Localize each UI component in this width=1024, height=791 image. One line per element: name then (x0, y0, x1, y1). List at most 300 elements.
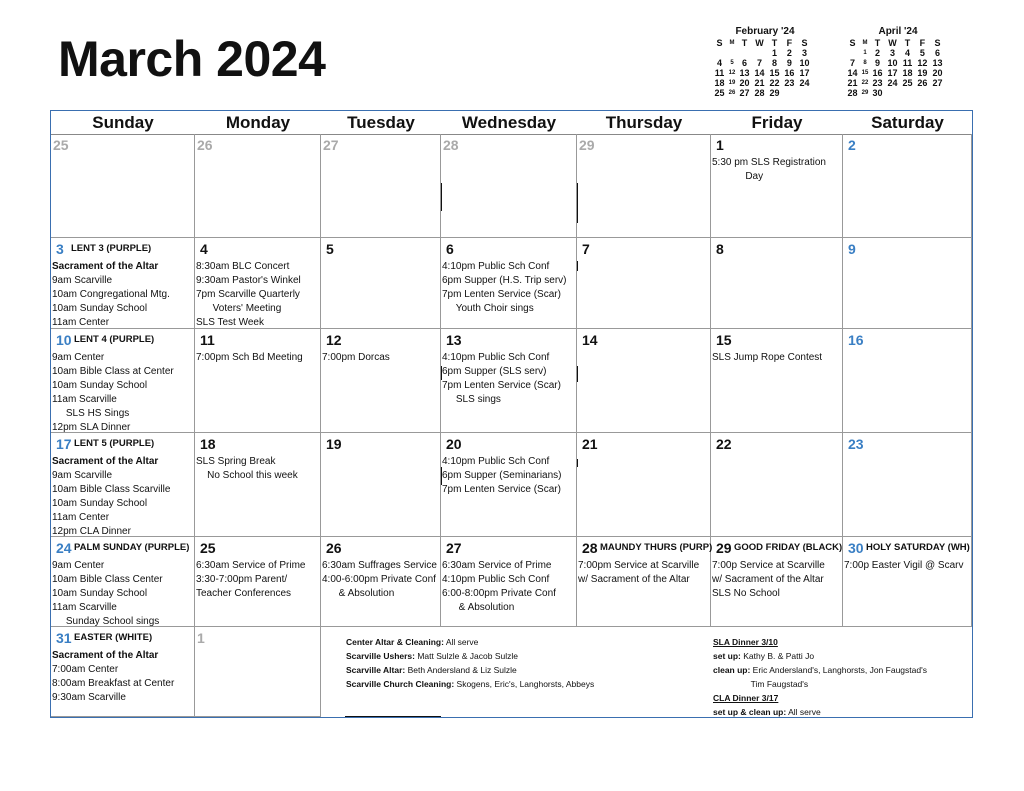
event-item: 11am Scarville (52, 602, 117, 613)
mini-calendar-day[interactable]: 30 (872, 88, 883, 98)
mini-calendar-day[interactable]: 21 (754, 78, 765, 88)
event-item: 6:00-8:00pm Private Conf (442, 588, 556, 599)
day-number: 1 (197, 630, 205, 646)
day-number: 31 (56, 630, 72, 646)
event-item: 4:00-6:00pm Private Conf (322, 574, 436, 585)
mini-calendar-day[interactable] (782, 88, 797, 98)
event-item: 4:10pm Public Sch Conf (442, 352, 550, 363)
mini-calendar-day[interactable]: 18 (714, 78, 725, 88)
day-cell[interactable] (711, 433, 843, 537)
mini-calendar-day[interactable]: 25 (902, 78, 913, 88)
event-item: 10am Sunday School (52, 303, 148, 314)
event-item: 9am Center (52, 560, 105, 571)
event-item: Sunday School sings (52, 616, 160, 627)
mini-calendar-weekday: S (849, 38, 856, 48)
liturgical-day-label: LENT 5 (PURPLE) (74, 438, 155, 449)
mini-calendar-day[interactable]: 5 (730, 60, 734, 66)
divider-line (345, 716, 441, 717)
day-cell[interactable] (441, 329, 577, 433)
mini-calendar-day[interactable]: 7 (756, 58, 762, 68)
event-item: 7:00p Service at Scarville (712, 560, 825, 571)
mini-calendar-day[interactable]: 23 (872, 78, 883, 88)
event-item: 6:30am Service of Prime (442, 560, 552, 571)
day-number: 1 (716, 137, 724, 153)
mini-calendar-day[interactable]: 8 (863, 60, 867, 66)
day-cell[interactable] (195, 433, 321, 537)
event-item: 6pm Supper (Seminarians) (442, 470, 562, 481)
weekday-header-saturday: Saturday (871, 113, 944, 132)
day-number: 13 (446, 332, 462, 348)
mini-calendar-day[interactable]: 11 (902, 58, 913, 68)
event-list (52, 351, 174, 435)
note-line (346, 663, 594, 677)
day-number: 17 (56, 436, 72, 452)
day-number: 19 (326, 436, 342, 452)
event-item: 6:30am Service of Prime (196, 560, 306, 571)
day-cell[interactable] (321, 433, 441, 537)
mini-calendar-day[interactable] (915, 88, 930, 98)
liturgical-day-label: MAUNDY THURS (PURP) (600, 542, 713, 553)
event-list (712, 559, 825, 601)
event-item: 7:00pm Sch Bd Meeting (196, 352, 303, 363)
day-number: 9 (848, 241, 856, 257)
day-number: 14 (582, 332, 598, 348)
note-text: Beth Andersland & Liz Sulzle (405, 665, 517, 675)
mini-calendar-day[interactable]: 2 (786, 48, 792, 58)
event-list (322, 351, 390, 365)
event-item: No School this week (196, 470, 298, 481)
day-number: 28 (443, 137, 459, 153)
event-list (196, 260, 301, 330)
day-cell[interactable] (577, 433, 711, 537)
day-number: 3 (56, 241, 64, 257)
event-item: 7:00am Center (52, 664, 119, 675)
event-item: 11am Center (52, 512, 110, 523)
event-item: Sacrament of the Altar (52, 650, 159, 661)
divider-line (441, 467, 442, 485)
event-item: Sacrament of the Altar (52, 456, 159, 467)
event-item: 7:00pm Service at Scarville (578, 560, 700, 571)
day-cell[interactable] (577, 134, 711, 238)
note-text: Matt Sulzle & Jacob Sulzle (414, 651, 518, 661)
mini-calendar-day[interactable]: 17 (887, 68, 898, 78)
note-text: All serve (443, 637, 479, 647)
event-list (52, 260, 170, 330)
mini-calendar-february (712, 26, 812, 98)
event-item: SLS Test Week (196, 317, 264, 328)
day-number: 6 (446, 241, 454, 257)
mini-calendar-title: February '24 (735, 26, 795, 37)
note-label: set up & clean up: (713, 707, 787, 717)
day-cell[interactable] (843, 238, 972, 329)
note-label: Scarville Church Cleaning: (346, 679, 455, 689)
note-label: Scarville Altar: (346, 665, 406, 675)
day-cell[interactable] (51, 537, 195, 627)
day-cell[interactable] (321, 238, 441, 329)
day-number: 29 (579, 137, 595, 153)
day-number: 24 (56, 540, 72, 556)
mini-calendar-day[interactable] (845, 48, 860, 58)
event-item: 4:10pm Public Sch Conf (442, 261, 550, 272)
day-number: 5 (326, 241, 334, 257)
divider-line (577, 459, 578, 467)
mini-calendar-day[interactable]: 29 (769, 88, 780, 98)
note-text: Eric Andersland's, Langhorsts, Jon Faugstad's (750, 665, 927, 675)
event-list (442, 559, 556, 615)
day-cell[interactable] (441, 238, 577, 329)
mini-calendar-day[interactable]: 14 (754, 68, 765, 78)
event-list (52, 455, 170, 539)
event-item: 11am Scarville (52, 394, 117, 405)
assignment-notes-right (713, 635, 927, 719)
day-number: 12 (326, 332, 342, 348)
day-cell[interactable] (711, 238, 843, 329)
day-cell[interactable] (711, 537, 843, 627)
mini-calendar-weekday: M (729, 40, 735, 46)
mini-calendar-day[interactable]: 3 (801, 48, 807, 58)
mini-calendar-day[interactable]: 19 (728, 80, 736, 86)
mini-calendar-day[interactable]: 8 (771, 58, 777, 68)
day-cell[interactable] (441, 433, 577, 537)
day-number: 11 (200, 332, 215, 348)
mini-calendar-day[interactable]: 2 (874, 48, 880, 58)
event-item: SLS Spring Break (196, 456, 276, 467)
mini-calendar-day[interactable]: 9 (786, 58, 792, 68)
day-number: 8 (716, 241, 724, 257)
event-item: 4:10pm Public Sch Conf (442, 574, 550, 585)
mini-calendar-day[interactable]: 12 (917, 58, 928, 68)
mini-calendar-day[interactable]: 15 (769, 68, 780, 78)
mini-calendar-weekday: S (716, 38, 723, 48)
note-line (713, 705, 927, 719)
note-text: All serve (786, 707, 821, 717)
liturgical-day-label: HOLY SATURDAY (WH) (866, 542, 970, 553)
divider-line (441, 183, 442, 211)
day-number: 16 (848, 332, 864, 348)
note-label: clean up: (713, 665, 751, 675)
mini-calendar-day[interactable] (900, 88, 915, 98)
note-line (713, 649, 927, 663)
day-number: 15 (716, 332, 732, 348)
event-item: 12pm CLA Dinner (52, 526, 131, 537)
note-text: Tim Faugstad's (713, 679, 809, 689)
day-number: 27 (446, 540, 462, 556)
mini-calendar-weekday: F (919, 38, 926, 48)
mini-calendar-day[interactable]: 20 (739, 78, 750, 88)
divider-line (577, 183, 578, 223)
event-item: Sacrament of the Altar (52, 261, 159, 272)
mini-calendar-table (845, 38, 945, 98)
day-cell[interactable] (51, 238, 195, 329)
weekday-header-monday: Monday (225, 113, 291, 132)
day-cell[interactable] (195, 537, 321, 627)
mini-calendar-day[interactable]: 24 (887, 78, 898, 88)
mini-calendar-weekday: S (934, 38, 941, 48)
event-item: SLS sings (442, 394, 501, 405)
event-item: 7pm Lenten Service (Scar) (442, 289, 561, 300)
mini-calendar-day[interactable]: 1 (771, 48, 777, 58)
day-cell[interactable] (577, 238, 711, 329)
day-cell[interactable] (711, 134, 843, 238)
mini-calendar-day[interactable]: 26 (728, 90, 736, 96)
event-item: 9am Scarville (52, 275, 113, 286)
note-line (346, 635, 594, 649)
day-cell[interactable] (843, 537, 972, 627)
event-list (196, 455, 298, 483)
event-item: 10am Congregational Mtg. (52, 289, 170, 300)
day-cell[interactable] (577, 537, 711, 627)
event-item: 9:30am Scarville (52, 692, 126, 703)
event-item: Teacher Conferences (196, 588, 292, 599)
liturgical-day-label: LENT 4 (PURPLE) (74, 334, 155, 345)
mini-calendar-day[interactable]: 11 (714, 68, 725, 78)
liturgical-day-label: GOOD FRIDAY (BLACK) (734, 542, 843, 553)
mini-calendar-day[interactable]: 10 (799, 58, 810, 68)
event-list (196, 559, 306, 601)
mini-calendar-table (712, 38, 812, 98)
event-list (52, 649, 174, 705)
mini-calendar-day[interactable]: 21 (847, 78, 858, 88)
note-line (713, 663, 927, 677)
day-cell[interactable] (195, 329, 321, 433)
day-cell[interactable] (195, 238, 321, 329)
divider-line (577, 366, 578, 382)
mini-calendar-weekday: M (862, 40, 868, 46)
note-line (346, 677, 594, 691)
event-item: Youth Choir sings (442, 303, 534, 314)
event-item: 10am Sunday School (52, 588, 148, 599)
note-line (713, 635, 927, 649)
mini-calendar-weekday: W (888, 38, 897, 48)
liturgical-day-label: LENT 3 (PURPLE) (71, 243, 152, 254)
day-cell[interactable] (441, 134, 577, 238)
weekday-header-thursday: Thursday (605, 113, 683, 132)
mini-calendar-day[interactable]: 14 (847, 68, 858, 78)
mini-calendar-day[interactable]: 6 (741, 58, 747, 68)
mini-calendar-day[interactable]: 22 (769, 78, 780, 88)
mini-calendar-day[interactable]: 1 (863, 50, 867, 56)
assignment-notes-left (346, 635, 594, 691)
mini-calendar-day[interactable]: 16 (872, 68, 883, 78)
mini-calendar-day[interactable]: 22 (861, 80, 869, 86)
mini-calendar-day[interactable]: 18 (902, 68, 913, 78)
mini-calendar-weekday: T (874, 38, 881, 48)
event-item: 11am Center (52, 317, 110, 328)
mini-calendar-april (845, 26, 945, 98)
event-item: 5:30 pm SLS Registration (712, 157, 826, 168)
mini-calendar-weekday: T (771, 38, 778, 48)
mini-calendar-day[interactable]: 19 (917, 68, 928, 78)
event-item: 7pm Lenten Service (Scar) (442, 380, 561, 391)
mini-calendar-day[interactable]: 20 (932, 68, 943, 78)
weekday-header-row (51, 111, 972, 135)
event-list (322, 559, 437, 601)
day-cell[interactable] (321, 329, 441, 433)
day-number: 21 (582, 436, 598, 452)
day-number: 20 (446, 436, 462, 452)
note-label: SLA Dinner 3/10 (713, 637, 778, 647)
mini-calendar-day[interactable]: 25 (714, 88, 725, 98)
event-item: 12pm SLA Dinner (52, 422, 131, 433)
mini-calendar-weekday: S (801, 38, 808, 48)
mini-calendar-title: April '24 (878, 26, 918, 37)
event-item: 9:30am Pastor's Winkel (196, 275, 301, 286)
day-cell[interactable] (51, 329, 195, 433)
event-item: 10am Sunday School (52, 380, 148, 391)
day-number: 26 (326, 540, 342, 556)
mini-calendar-day[interactable]: 17 (799, 68, 810, 78)
note-label: Center Altar & Cleaning: (346, 637, 444, 647)
mini-calendar-day[interactable]: 12 (728, 70, 736, 76)
note-text: Skogens, Eric's, Langhorsts, Abbeys (454, 679, 595, 689)
event-item: 9am Center (52, 352, 105, 363)
note-line (713, 677, 927, 691)
mini-calendar-weekday: W (755, 38, 764, 48)
event-item: SLS No School (712, 588, 780, 599)
mini-calendar-day[interactable]: 4 (716, 58, 722, 68)
event-item: 10am Bible Class Scarville (52, 484, 171, 495)
mini-calendar-day[interactable]: 7 (849, 58, 855, 68)
mini-calendar-weekday: F (786, 38, 793, 48)
mini-calendar-day[interactable] (727, 48, 737, 58)
mini-calendar-day[interactable]: 10 (887, 58, 898, 68)
day-cell[interactable] (195, 627, 321, 717)
day-number: 18 (200, 436, 216, 452)
event-item: 7pm Lenten Service (Scar) (442, 484, 561, 495)
day-number: 7 (582, 241, 590, 257)
event-item: 6pm Supper (H.S. Trip serv) (442, 275, 567, 286)
event-item: Voters' Meeting (196, 303, 282, 314)
day-number: 10 (56, 332, 72, 348)
event-item: 7:00pm Dorcas (322, 352, 390, 363)
event-item: 8:30am BLC Concert (196, 261, 290, 272)
day-number: 25 (53, 137, 69, 153)
divider-line (441, 366, 442, 380)
event-list (442, 351, 561, 407)
day-cell[interactable] (51, 134, 195, 238)
day-cell[interactable] (51, 627, 195, 717)
mini-calendar-day[interactable]: 28 (847, 88, 858, 98)
mini-calendar-day[interactable]: 29 (861, 90, 869, 96)
day-number: 4 (200, 241, 208, 257)
event-item: 3:30-7:00pm Parent/ (196, 574, 288, 585)
event-list (442, 260, 566, 316)
weekday-header-friday: Friday (751, 113, 803, 132)
event-item: 4:10pm Public Sch Conf (442, 456, 550, 467)
note-label: set up: (713, 651, 741, 661)
mini-calendar-day[interactable] (797, 88, 812, 98)
note-label: CLA Dinner 3/17 (713, 693, 779, 703)
day-cell[interactable] (577, 329, 711, 433)
event-list (196, 351, 303, 365)
mini-calendar-day[interactable] (752, 48, 767, 58)
day-number: 27 (323, 137, 339, 153)
divider-line (577, 261, 578, 271)
mini-calendar-day[interactable]: 16 (784, 68, 795, 78)
day-cell[interactable] (441, 537, 577, 627)
event-item: w/ Sacrament of the Altar (578, 574, 690, 585)
event-list (578, 559, 699, 587)
calendar-grid (50, 110, 973, 718)
mini-calendar-day[interactable]: 27 (739, 88, 750, 98)
event-item: 7pm Scarville Quarterly (196, 289, 300, 300)
event-item: Day (712, 171, 764, 182)
day-number: 23 (848, 436, 864, 452)
day-cell[interactable] (51, 433, 195, 537)
mini-calendar-day[interactable]: 27 (932, 78, 943, 88)
day-cell[interactable] (843, 433, 972, 537)
liturgical-day-label: EASTER (WHITE) (74, 632, 153, 643)
event-item: 8:00am Breakfast at Center (52, 678, 175, 689)
mini-calendar-day[interactable]: 13 (739, 68, 750, 78)
event-item: SLS HS Sings (52, 408, 130, 419)
weekday-header-wednesday: Wednesday (461, 113, 557, 132)
event-item: 10am Bible Class Center (52, 574, 163, 585)
day-cell[interactable] (843, 329, 972, 433)
event-item: & Absolution (322, 588, 395, 599)
mini-calendar-day[interactable]: 15 (861, 70, 869, 76)
day-number: 22 (716, 436, 732, 452)
event-item: 6:30am Suffrages Service (322, 560, 437, 571)
event-item: 6pm Supper (SLS serv) (442, 366, 547, 377)
note-text: Kathy B. & Patti Jo (740, 651, 815, 661)
liturgical-day-label: PALM SUNDAY (PURPLE) (74, 542, 190, 553)
mini-calendar-day[interactable]: 9 (874, 58, 880, 68)
day-cell[interactable] (321, 537, 441, 627)
event-item: w/ Sacrament of the Altar (712, 574, 824, 585)
mini-calendar-day[interactable] (885, 88, 900, 98)
mini-calendar-day[interactable]: 6 (934, 48, 940, 58)
mini-calendar-day[interactable]: 23 (784, 78, 795, 88)
event-list (712, 156, 826, 184)
day-number: 30 (848, 540, 864, 556)
event-list (712, 351, 822, 365)
day-number: 25 (200, 540, 216, 556)
day-number: 26 (197, 137, 213, 153)
day-cell[interactable] (711, 329, 843, 433)
event-item: 7:00p Easter Vigil @ Scarv (844, 560, 964, 571)
mini-calendar-day[interactable]: 24 (799, 78, 810, 88)
note-line (346, 649, 594, 663)
day-number: 2 (848, 137, 856, 153)
event-item: & Absolution (442, 602, 515, 613)
mini-calendar-day[interactable]: 3 (889, 48, 895, 58)
event-item: 10am Sunday School (52, 498, 148, 509)
note-label: Scarville Ushers: (346, 651, 415, 661)
mini-calendar-day[interactable]: 28 (754, 88, 765, 98)
day-cell[interactable] (843, 134, 972, 238)
mini-calendar-day[interactable]: 4 (904, 48, 910, 58)
mini-calendar-weekday: T (904, 38, 911, 48)
day-cell[interactable] (195, 134, 321, 238)
weekday-header-tuesday: Tuesday (347, 113, 415, 132)
mini-calendar-day[interactable] (737, 48, 752, 58)
day-number: 28 (582, 540, 598, 556)
page-title: March 2024 (58, 31, 326, 87)
event-list (844, 559, 963, 573)
mini-calendar-day[interactable]: 26 (917, 78, 928, 88)
weekday-header-sunday: Sunday (92, 113, 154, 132)
mini-calendar-day[interactable]: 5 (919, 48, 925, 58)
mini-calendar-day[interactable] (712, 48, 727, 58)
day-cell[interactable] (321, 134, 441, 238)
event-item: SLS Jump Rope Contest (712, 352, 823, 363)
event-list (442, 455, 562, 497)
mini-calendar-day[interactable] (930, 88, 945, 98)
day-number: 29 (716, 540, 732, 556)
note-line (713, 691, 927, 705)
mini-calendar-day[interactable]: 13 (932, 58, 943, 68)
